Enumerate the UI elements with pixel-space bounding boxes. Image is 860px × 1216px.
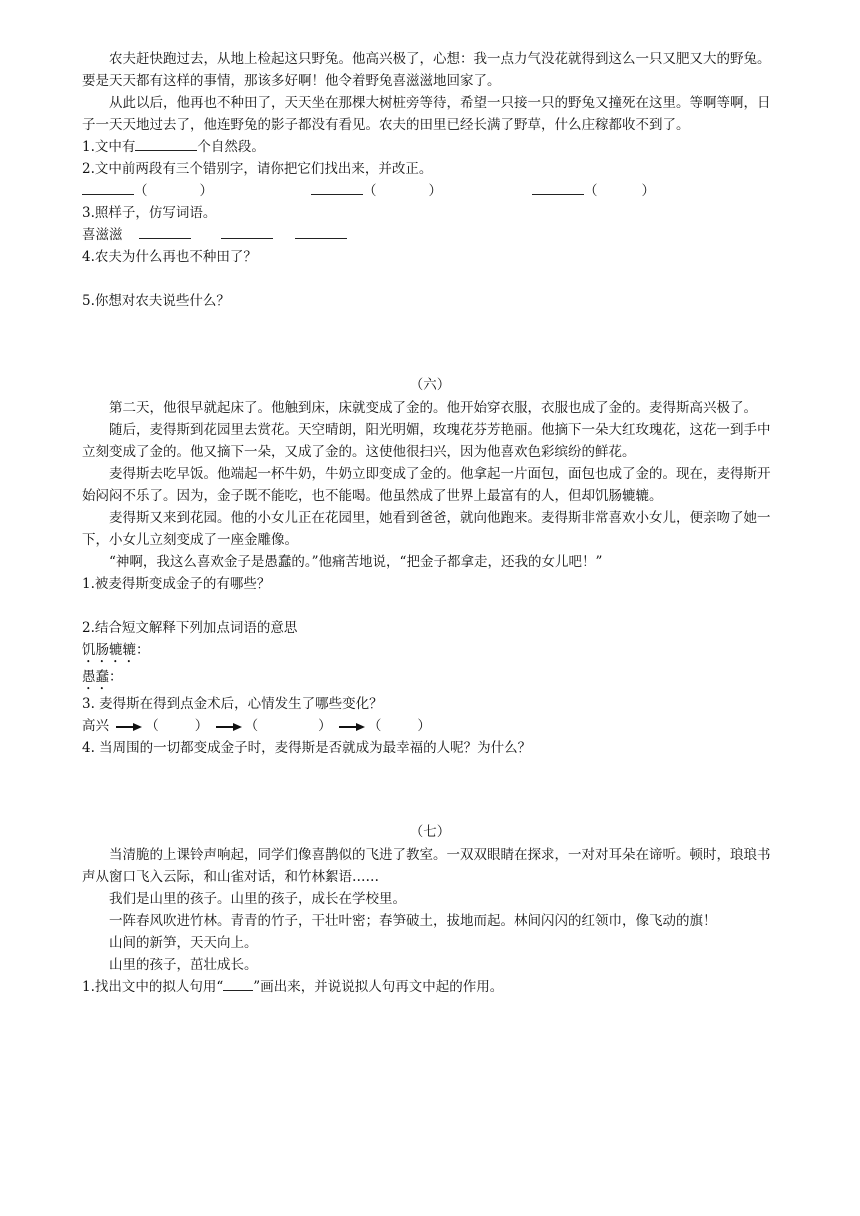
correction-blanks-row: （ ） （ ） （ ） <box>82 180 778 202</box>
word-imitation-row <box>82 224 778 246</box>
answer-blank[interactable] <box>139 224 191 239</box>
answer-blank[interactable] <box>135 136 197 151</box>
right-arrow-icon <box>116 723 142 731</box>
s6-question-4: 4. 当周围的一切都变成金子时，麦得斯是否就成为最幸福的人呢？为什么？ <box>82 740 532 756</box>
s6-paragraph-1: 第二天，他很早就起床了。他触到床，床就变成了金的。他开始穿衣服，衣服也成了金的。麦得斯高兴极了。 <box>109 400 757 416</box>
section-7-title: （七） <box>409 824 451 840</box>
wrong-char-blank[interactable] <box>311 180 363 195</box>
emphasized-word: 愚蠢 <box>82 669 109 685</box>
s7-paragraph-3: 一阵春风吹进竹林。青青的竹子，干壮叶密；春笋破土，拔地而起。林间闪闪的红领巾，像飞动的旗！ <box>109 913 717 929</box>
s6-paragraph-4: 麦得斯又来到花园。他的小女儿正在花园里，她看到爸爸，就向他跑来。麦得斯非常喜欢小女儿，便亲吻了她一下，小女儿立刻变成了一座金雕像。 <box>82 510 771 548</box>
mood-change-row: 高兴 （ ） （ ） （ ） <box>82 718 431 734</box>
s5-question-2: 2.文中前两段有三个错别字，请你把它们找出来，并改正。 <box>82 161 433 177</box>
answer-blank[interactable] <box>221 224 273 239</box>
section-6-title: （六） <box>409 377 451 393</box>
s6-paragraph-3: 麦得斯去吃早饭。他端起一杯牛奶，牛奶立即变成了金的。他拿起一片面包，面包也成了金的。现在，麦得斯开始闷闷不乐了。因为，金子既不能吃，也不能喝。他虽然成了世界上最富有的人，但却饥肠辘辘。 <box>82 466 771 504</box>
s7-question-1: 1.找出文中的拟人句用“ ”画出来，并说说拟人句再文中起的作用。 <box>82 976 778 998</box>
s5-paragraph-1: 农夫赶快跑过去，从地上检起这只野兔。他高兴极了，心想：我一点力气没花就得到这么一只又肥又大的野兔。要是天天都有这样的事情，那该多好啊！他令着野兔喜滋滋地回家了。 <box>82 51 771 89</box>
s6-question-3: 3. 麦得斯在得到点金术后，心情发生了哪些变化？ <box>82 696 383 712</box>
s6-question-1: 1.被麦得斯变成金子的有哪些？ <box>82 576 271 592</box>
s5-paragraph-2: 从此以后，他再也不种田了，天天坐在那棵大树桩旁等待，希望一只接一只的野兔又撞死在这里。等啊等啊，日子一天天地过去了，他连野兔的影子都没有看见。农夫的田里已经长满了野草，什么庄稼都收不到了。 <box>82 95 771 133</box>
s5-question-3: 3.照样子，仿写词语。 <box>82 205 217 221</box>
s7-paragraph-5: 山里的孩子，茁壮成长。 <box>109 957 258 973</box>
example-word: 喜滋滋 <box>82 227 123 243</box>
right-arrow-icon <box>339 723 365 731</box>
s6-paragraph-5: “神啊，我这么喜欢金子是愚蠢的。”他痛苦地说，“把金子都拿走，还我的女儿吧！” <box>109 554 603 570</box>
mood-start: 高兴 <box>82 718 109 734</box>
s7-paragraph-2: 我们是山里的孩子。山里的孩子，成长在学校里。 <box>109 891 406 907</box>
s5-question-1: 1.文中有 个自然段。 <box>82 136 778 158</box>
s5-question-5: 5.你想对农夫说些什么？ <box>82 293 230 309</box>
s5-question-4: 4.农夫为什么再也不种田了？ <box>82 249 257 265</box>
dotted-word-1: 饥肠辘辘： <box>82 642 150 658</box>
s7-paragraph-4: 山间的新笋，天天向上。 <box>109 935 258 951</box>
emphasized-word: 饥肠辘辘 <box>82 642 136 658</box>
right-arrow-icon <box>216 723 242 731</box>
worksheet-page <box>82 48 778 998</box>
s7-paragraph-1: 当清脆的上课铃声响起，同学们像喜鹊似的飞进了教室。一双双眼睛在探求，一对对耳朵在谛听。顿时，琅琅书声从窗口飞入云际，和山雀对话，和竹林絮语…… <box>82 847 771 885</box>
wrong-char-blank[interactable] <box>532 180 584 195</box>
dotted-word-2: 愚蠢： <box>82 669 123 685</box>
wrong-char-blank[interactable] <box>82 180 134 195</box>
s6-question-2: 2.结合短文解释下列加点词语的意思 <box>82 620 298 636</box>
underline-sample <box>223 976 253 991</box>
answer-blank[interactable] <box>295 224 347 239</box>
s6-paragraph-2: 随后，麦得斯到花园里去赏花。天空晴朗，阳光明媚，玫瑰花芬芳艳丽。他摘下一朵大红玫瑰花，这花一到手中立刻变成了金的。他又摘下一朵，又成了金的。这使他很扫兴，因为他喜欢色彩缤纷的鲜花。 <box>82 422 771 460</box>
